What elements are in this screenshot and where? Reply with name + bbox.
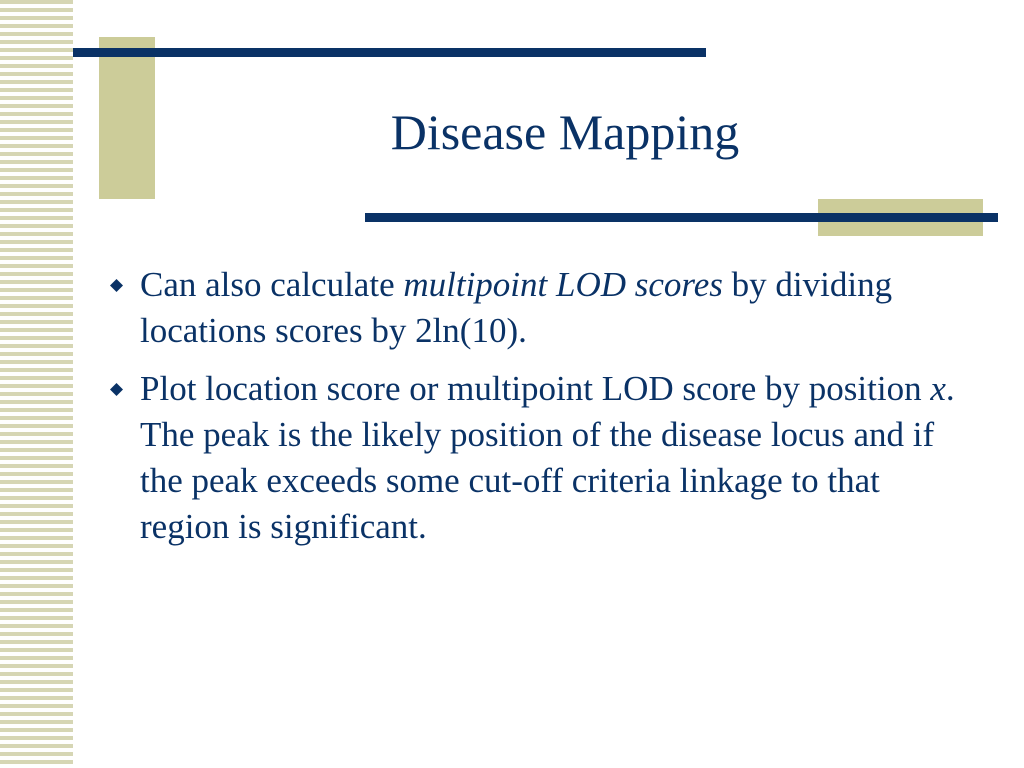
navy-rule-bottom bbox=[365, 213, 998, 222]
bullet-text-italic: x bbox=[930, 369, 946, 408]
bullet-item-1 bbox=[108, 262, 968, 354]
bullet-text-plain: . The peak is the likely position of the disease locus and if the peak exceeds some cut-off criteria linkage to that region is significant. bbox=[140, 369, 955, 546]
slide-title: Disease Mapping bbox=[390, 104, 740, 160]
bullet-list bbox=[108, 262, 968, 562]
bullet-text-plain: by dividing locations scores by 2ln(10). bbox=[140, 265, 893, 350]
navy-rule-top bbox=[73, 48, 706, 57]
striped-sidebar-decoration bbox=[0, 0, 73, 768]
bullet-text-plain: Plot location score or multipoint LOD score by position bbox=[140, 369, 931, 408]
diamond-bullet-icon bbox=[110, 279, 123, 292]
tan-accent-block-top bbox=[99, 37, 155, 199]
bullet-text-plain: Can also calculate bbox=[140, 265, 404, 304]
diamond-bullet-icon bbox=[110, 383, 123, 396]
bullet-text-italic: multipoint LOD scores bbox=[403, 265, 723, 304]
bullet-item-2 bbox=[108, 366, 968, 550]
